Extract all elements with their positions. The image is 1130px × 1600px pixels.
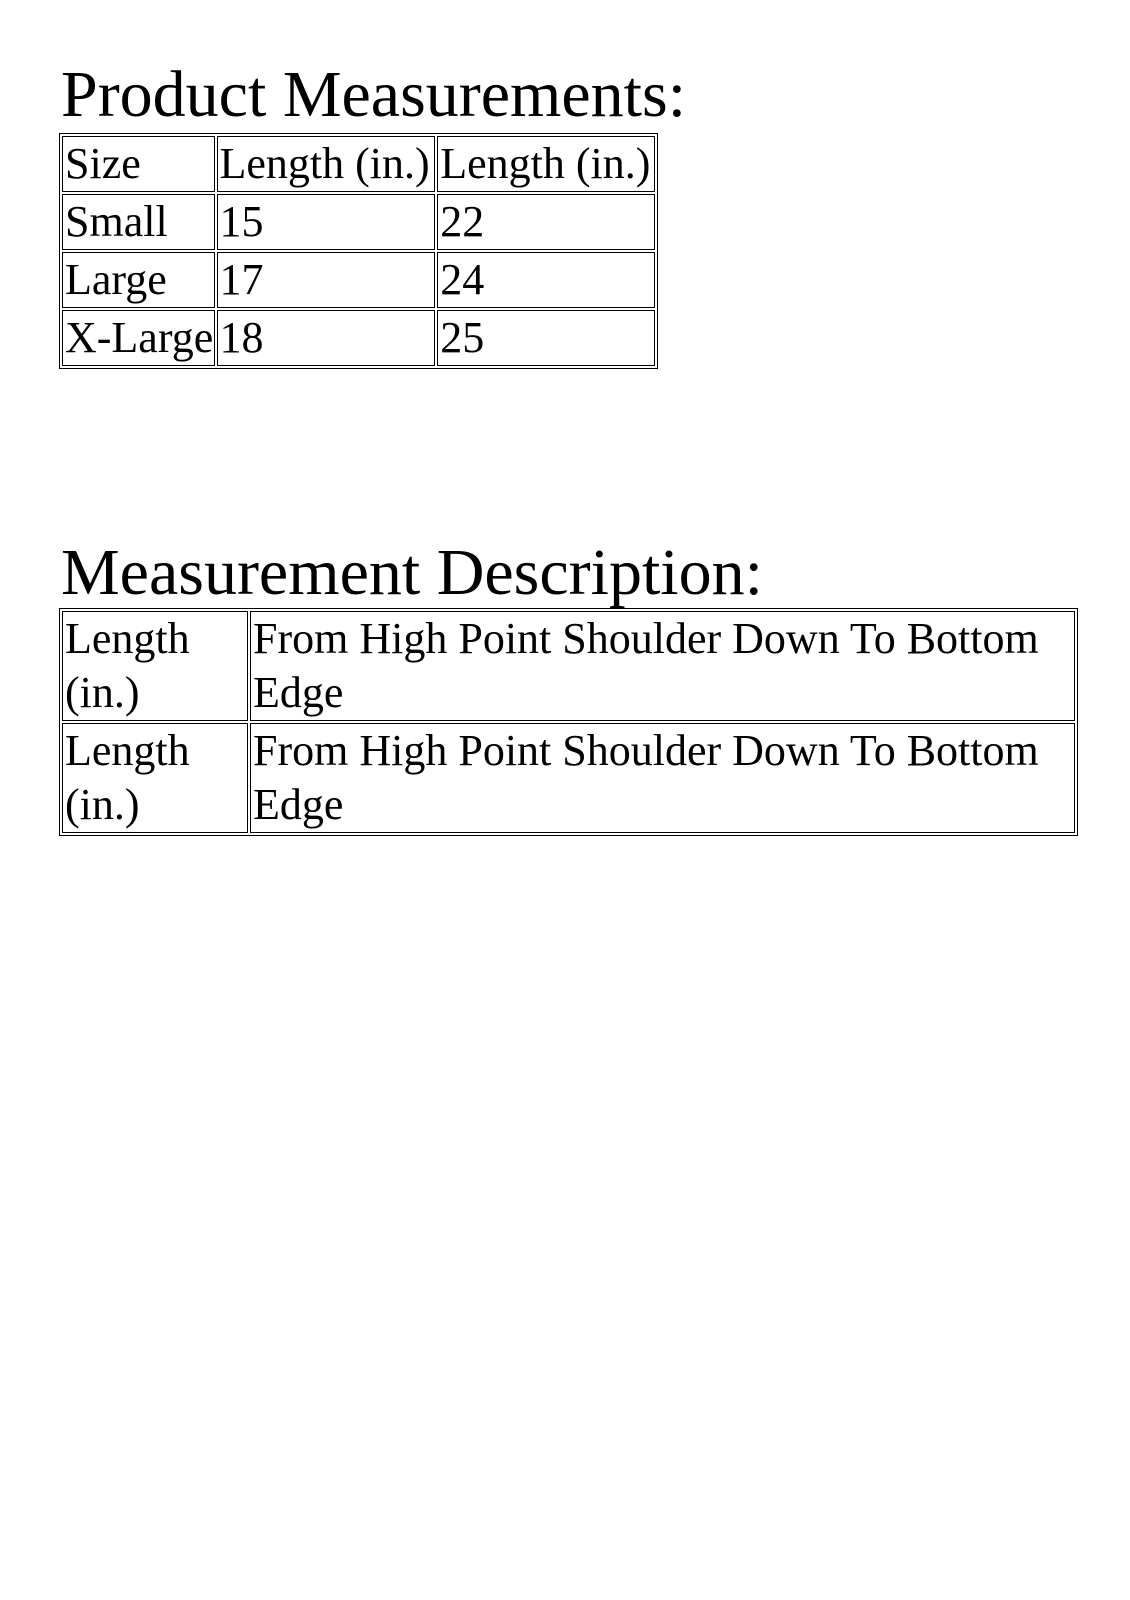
table-row (62, 310, 655, 366)
table-row (62, 194, 655, 250)
measurement-description-cell: From High Point Shoulder Down To Bottom Edge (250, 723, 1075, 833)
length-cell: 18 (217, 310, 436, 366)
measurement-name-cell: Length (in.) (62, 611, 248, 721)
measurement-name-cell: Length (in.) (62, 723, 248, 833)
measurement-description-table (59, 608, 1078, 836)
length-cell: 25 (437, 310, 655, 366)
measurement-description-cell: From High Point Shoulder Down To Bottom Edge (250, 611, 1075, 721)
header-length-2: Length (in.) (437, 136, 655, 192)
length-cell: 15 (217, 194, 436, 250)
table-row (62, 611, 1075, 721)
size-cell: Small (62, 194, 215, 250)
length-cell: 17 (217, 252, 436, 308)
size-cell: X-Large (62, 310, 215, 366)
measurement-description-title: Measurement Description: (61, 536, 763, 609)
length-cell: 22 (437, 194, 655, 250)
length-cell: 24 (437, 252, 655, 308)
table-row (62, 252, 655, 308)
table-row (62, 723, 1075, 833)
table-header-row (62, 136, 655, 192)
header-length-1: Length (in.) (217, 136, 436, 192)
size-chart-table (59, 133, 658, 369)
header-size: Size (62, 136, 215, 192)
product-measurements-title: Product Measurements: (61, 58, 687, 131)
size-cell: Large (62, 252, 215, 308)
